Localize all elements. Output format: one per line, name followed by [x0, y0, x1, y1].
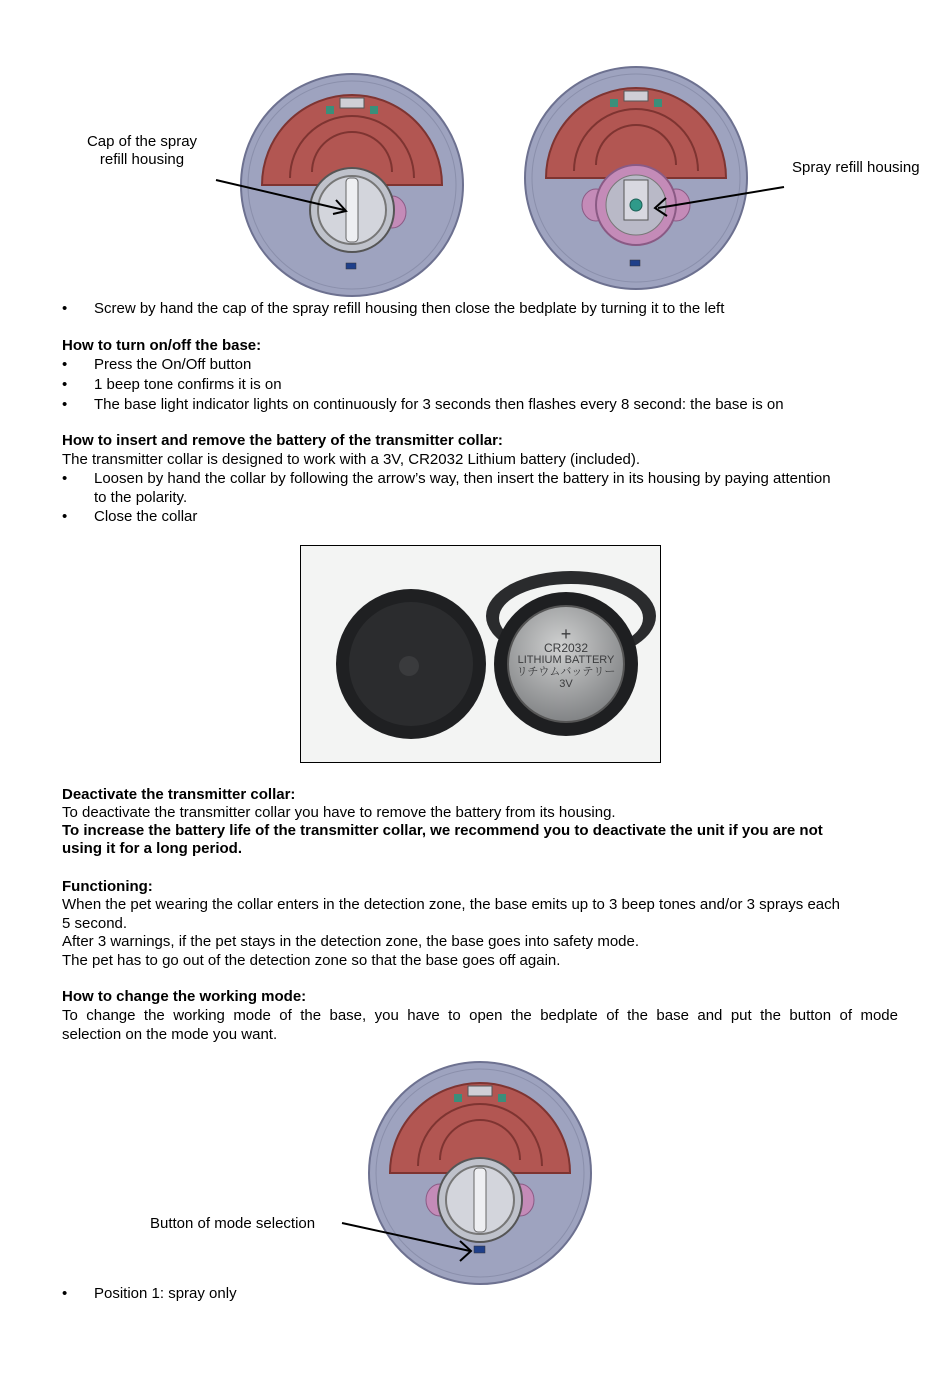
- battery-model: CR2032: [543, 641, 589, 655]
- battery-print: [508, 626, 624, 690]
- deactivate-text: To deactivate the transmitter collar you have to remove the battery from its housing.: [62, 804, 616, 821]
- base-diagram-mode: [0, 1055, 950, 1285]
- bullet: •: [62, 1285, 68, 1302]
- base-closed-cap: [216, 74, 463, 296]
- battery-jp: リチウムバッテリー: [516, 666, 616, 678]
- battery-type: LITHIUM BATTERY: [517, 654, 615, 666]
- mode-line-2: selection on the mode you want.: [62, 1026, 278, 1043]
- collar-battery-photo: [300, 545, 661, 763]
- bullet: •: [62, 376, 68, 393]
- heading-battery: How to insert and remove the battery of the transmitter collar:: [62, 432, 503, 449]
- mode-line-1: To change the working mode of the base, you have to open the bedplate of the base and put the button of mode: [62, 1007, 898, 1024]
- battery-item-1-line-1: Loosen by hand the collar by following the arrow’s way, then insert the battery in its housing by paying attention: [94, 470, 831, 487]
- deactivate-recommendation-line-2: using it for a long period.: [62, 840, 242, 857]
- bullet: •: [62, 396, 68, 413]
- deactivate-recommendation-line-1: To increase the battery life of the transmitter collar, we recommend you to deactivate the unit if you are not: [62, 822, 823, 839]
- bullet: •: [62, 356, 68, 373]
- bullet: •: [62, 508, 68, 525]
- onoff-item-2: 1 beep tone confirms it is on: [94, 376, 282, 393]
- battery-voltage: 3V: [559, 678, 573, 690]
- figure-label-spray-housing: Spray refill housing: [792, 159, 920, 176]
- functioning-line-1: When the pet wearing the collar enters in the detection zone, the base emits up to 3 beep tones and/or 3 sprays each: [62, 896, 840, 913]
- onoff-item-3: The base light indicator lights on continuously for 3 seconds then flashes every 8 second: the base is on: [94, 396, 784, 413]
- heading-turn-on-off: How to turn on/off the base:: [62, 337, 262, 354]
- battery-intro: The transmitter collar is designed to work with a 3V, CR2032 Lithium battery (included).: [62, 451, 641, 468]
- functioning-line-2: 5 second.: [62, 915, 128, 932]
- label-line: Cap of the spray: [86, 133, 198, 150]
- bullet: •: [62, 300, 68, 317]
- mode-position-1: Position 1: spray only: [94, 1285, 237, 1302]
- base-diagram-top: [0, 60, 950, 300]
- battery-plus: +: [560, 624, 572, 644]
- functioning-line-3: After 3 warnings, if the pet stays in the detection zone, the base goes into safety mode.: [62, 933, 640, 950]
- battery-item-1-line-2: to the polarity.: [94, 489, 188, 506]
- label-line: refill housing: [99, 151, 185, 168]
- heading-deactivate: Deactivate the transmitter collar:: [62, 786, 296, 803]
- bullet: •: [62, 470, 68, 487]
- battery-item-2: Close the collar: [94, 508, 198, 525]
- figure-label-mode-button: Button of mode selection: [150, 1215, 316, 1232]
- base-mode-view: [342, 1062, 591, 1284]
- heading-working-mode: How to change the working mode:: [62, 988, 307, 1005]
- base-open-housing: [525, 67, 784, 289]
- onoff-item-1: Press the On/Off button: [94, 356, 252, 373]
- heading-functioning: Functioning:: [62, 878, 153, 895]
- functioning-line-4: The pet has to go out of the detection zone so that the base goes off again.: [62, 952, 561, 969]
- step-screw-cap: Screw by hand the cap of the spray refill housing then close the bedplate by turning it to the left: [94, 300, 725, 317]
